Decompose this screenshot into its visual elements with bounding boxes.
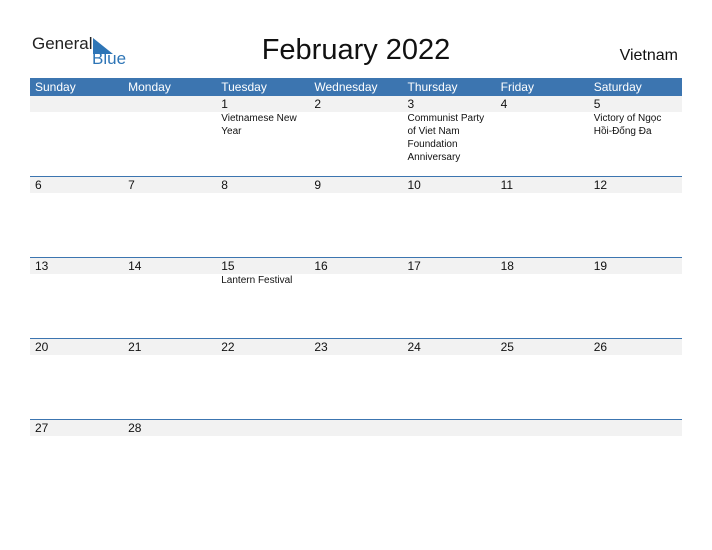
country-label: Vietnam xyxy=(619,47,678,64)
holiday-label xyxy=(123,193,216,257)
holiday-label xyxy=(30,355,123,419)
day-number: 23 xyxy=(314,340,328,354)
day-number-row xyxy=(30,177,682,193)
holiday-label xyxy=(496,274,589,338)
logo-word-blue: Blue xyxy=(92,49,127,68)
holiday-label xyxy=(123,355,216,419)
day-number: 19 xyxy=(593,259,608,273)
holiday-label xyxy=(309,112,402,176)
day-number: 13 xyxy=(35,259,49,273)
day-number: 6 xyxy=(35,178,42,192)
day-number xyxy=(216,420,309,436)
day-number: 11 xyxy=(500,178,514,192)
holiday-label xyxy=(496,193,589,257)
holiday-label xyxy=(496,112,589,176)
weekday-monday: Monday xyxy=(128,80,171,94)
day-number-row xyxy=(30,339,682,355)
day-number: 16 xyxy=(314,259,328,273)
holiday-label xyxy=(309,355,402,419)
day-number: 20 xyxy=(35,340,49,354)
page-title: February 2022 xyxy=(261,34,451,66)
holiday-label xyxy=(403,274,496,338)
day-number: 25 xyxy=(500,340,514,354)
holiday-label xyxy=(309,274,402,338)
holiday-label: Victory of Ngọc Hồi-Đống Đa xyxy=(593,113,662,137)
day-number-row xyxy=(30,258,682,274)
day-number xyxy=(30,96,123,112)
day-number: 8 xyxy=(221,178,228,192)
holiday-label xyxy=(589,193,682,257)
day-number: 1 xyxy=(221,97,228,111)
day-number: 26 xyxy=(593,340,608,354)
holiday-label: Communist Party of Viet Nam Foundation Anniversary xyxy=(407,113,485,163)
holiday-label: Vietnamese New Year xyxy=(221,113,297,137)
weekday-header xyxy=(30,78,682,96)
week-row xyxy=(30,419,682,436)
holiday-label xyxy=(589,274,682,338)
day-number: 27 xyxy=(35,421,49,435)
day-number: 22 xyxy=(221,340,235,354)
event-row xyxy=(30,274,682,338)
day-number: 14 xyxy=(128,259,142,273)
holiday-label xyxy=(216,193,309,257)
weekday-thursday: Thursday xyxy=(407,80,458,94)
weeks-container xyxy=(30,96,682,436)
event-row xyxy=(30,112,682,176)
week-row xyxy=(30,96,682,176)
day-number xyxy=(123,96,216,112)
day-number: 10 xyxy=(407,178,421,192)
calendar-grid xyxy=(30,78,682,436)
day-number xyxy=(496,420,589,436)
holiday-label xyxy=(403,193,496,257)
weekday-wednesday: Wednesday xyxy=(314,80,378,94)
day-number: 2 xyxy=(314,97,322,111)
day-number: 4 xyxy=(500,97,508,111)
week-row xyxy=(30,176,682,257)
holiday-label xyxy=(216,355,309,419)
day-number-row xyxy=(30,96,682,112)
day-number: 9 xyxy=(314,178,322,192)
day-number xyxy=(309,420,402,436)
day-number: 17 xyxy=(407,259,421,273)
week-row xyxy=(30,257,682,338)
day-number: 5 xyxy=(593,97,601,111)
holiday-label xyxy=(30,274,123,338)
day-number: 24 xyxy=(407,340,421,354)
day-number: 28 xyxy=(128,421,142,435)
holiday-label xyxy=(403,355,496,419)
weekday-tuesday: Tuesday xyxy=(221,80,267,94)
day-number-row xyxy=(30,420,682,436)
weekday-sunday: Sunday xyxy=(35,80,76,94)
day-number: 7 xyxy=(128,178,135,192)
holiday-label xyxy=(589,355,682,419)
day-number: 12 xyxy=(593,178,608,192)
day-number: 15 xyxy=(221,259,235,273)
logo-word-general: General xyxy=(32,34,93,53)
day-number xyxy=(403,420,496,436)
weekday-friday: Friday xyxy=(500,80,534,94)
week-row xyxy=(30,338,682,419)
day-number: 18 xyxy=(500,259,514,273)
day-number xyxy=(589,420,682,436)
day-number: 3 xyxy=(407,97,415,111)
weekday-saturday: Saturday xyxy=(593,80,642,94)
holiday-label xyxy=(309,193,402,257)
holiday-label xyxy=(123,274,216,338)
holiday-label xyxy=(30,193,123,257)
holiday-label: Lantern Festival xyxy=(221,275,293,286)
event-row xyxy=(30,193,682,257)
day-number: 21 xyxy=(128,340,142,354)
holiday-label xyxy=(123,112,216,176)
event-row xyxy=(30,355,682,419)
holiday-label xyxy=(30,112,123,176)
holiday-label xyxy=(496,355,589,419)
